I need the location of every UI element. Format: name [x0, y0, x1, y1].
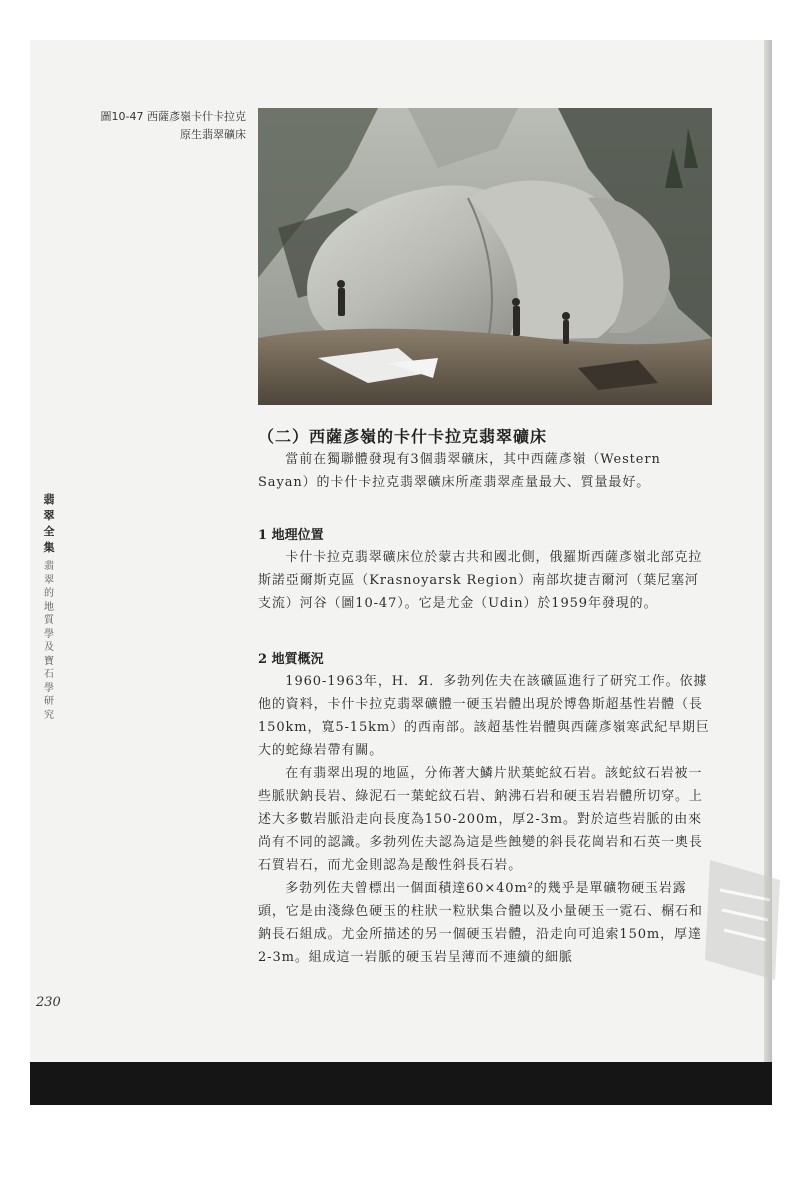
paragraph: 卡什卡拉克翡翠礦床位於蒙古共和國北側，俄羅斯西薩彥嶺北部克拉斯諾亞爾斯克區（Krasnoyarsk Region）南部坎捷吉爾河（葉尼塞河支流）河谷（圖10-47）。它是尤金（Udin）於1959年發現的。: [258, 550, 703, 611]
paragraph: 當前在獨聯體發現有3個翡翠礦床，其中西薩彥嶺（Western Sayan）的卡什卡拉克翡翠礦床所產翡翠產量最大、質量最好。: [258, 452, 661, 490]
figure-caption-line-1: 圖10-47 西薩彥嶺卡什卡拉克: [100, 110, 246, 123]
spine-chapter-char: 學: [44, 682, 54, 694]
spine-title-char: 全: [43, 525, 55, 538]
watermark-graphic: [700, 840, 790, 990]
spine-chapter-char: 翡: [44, 561, 54, 572]
spine-chapter-char: 質: [44, 615, 54, 626]
spine-chapter-char: 學: [44, 628, 54, 640]
spine-chapter-char: 及: [44, 642, 54, 653]
spine-chapter-char: 究: [44, 709, 54, 721]
spine-title-char: 翡: [43, 493, 55, 506]
page-number: 230: [36, 995, 61, 1010]
spine-chapter-char: 寶: [44, 655, 54, 667]
spine-chapter-char: 地: [44, 601, 54, 613]
paragraph: 多勃列佐夫曾標出一個面積達60×40m²的幾乎是單礦物硬玉岩露頭，它是由淺綠色硬玉的柱狀一粒狀集合體以及小量硬玉一霓石、榍石和鈉長石組成。尤金所描述的另一個硬玉岩體，沿走向可追索150m，厚達2-3m。組成這一岩脈的硬玉岩呈薄而不連續的細脈: [258, 881, 703, 965]
section-heading: （二）西薩彥嶺的卡什卡拉克翡翠礦床: [258, 427, 548, 446]
spine-chapter-title: [41, 560, 57, 722]
figure-caption-line-2: 原生翡翠礦床: [180, 128, 246, 141]
photo-illustration: [258, 108, 712, 405]
book-spine-label: [41, 492, 57, 722]
spine-title-char: 集: [43, 541, 55, 554]
figure-photo-jadeite-deposit: [258, 108, 712, 405]
subsection-heading-geology: 2 地質概況: [258, 652, 324, 667]
paragraph: 在有翡翠出現的地區，分佈著大鱗片狀葉蛇紋石岩。該蛇紋石岩被一些脈狀鈉長岩、綠泥石一葉蛇紋石岩、鈉沸石岩和硬玉岩岩體所切穿。上述大多數岩脈沿走向長度為150-200m，厚2-3m。對於這些岩脈的由來尚有不同的認識。多勃列佐夫認為這是些蝕變的斜長花崗岩和石英一奧長石質岩石，而尤金則認為是酸性斜長石岩。: [258, 766, 703, 873]
scan-bottom-shadow: [30, 1062, 772, 1105]
paragraph: 1960-1963年，H．Я．多勃列佐夫在該礦區進行了研究工作。依據他的資料，卡什卡拉克翡翠礦體一硬玉岩體出現於博魯斯超基性岩體（長150km，寬5-15km）的西南部。該超基性岩體與西薩彥嶺寒武紀早期巨大的蛇綠岩帶有關。: [258, 674, 710, 758]
subsection-location-text: [258, 546, 712, 615]
subsection-heading-location: 1 地理位置: [258, 528, 324, 543]
subsection-geology-text: [258, 670, 712, 969]
spine-chapter-char: 翠: [44, 574, 54, 586]
spine-chapter-char: 的: [44, 588, 54, 599]
section-intro: [258, 448, 712, 494]
spine-title-char: 翠: [43, 509, 55, 522]
figure-caption: [84, 108, 246, 144]
spine-chapter-char: 石: [44, 669, 54, 680]
spine-book-title: [41, 492, 57, 556]
spine-chapter-char: 研: [44, 696, 54, 707]
